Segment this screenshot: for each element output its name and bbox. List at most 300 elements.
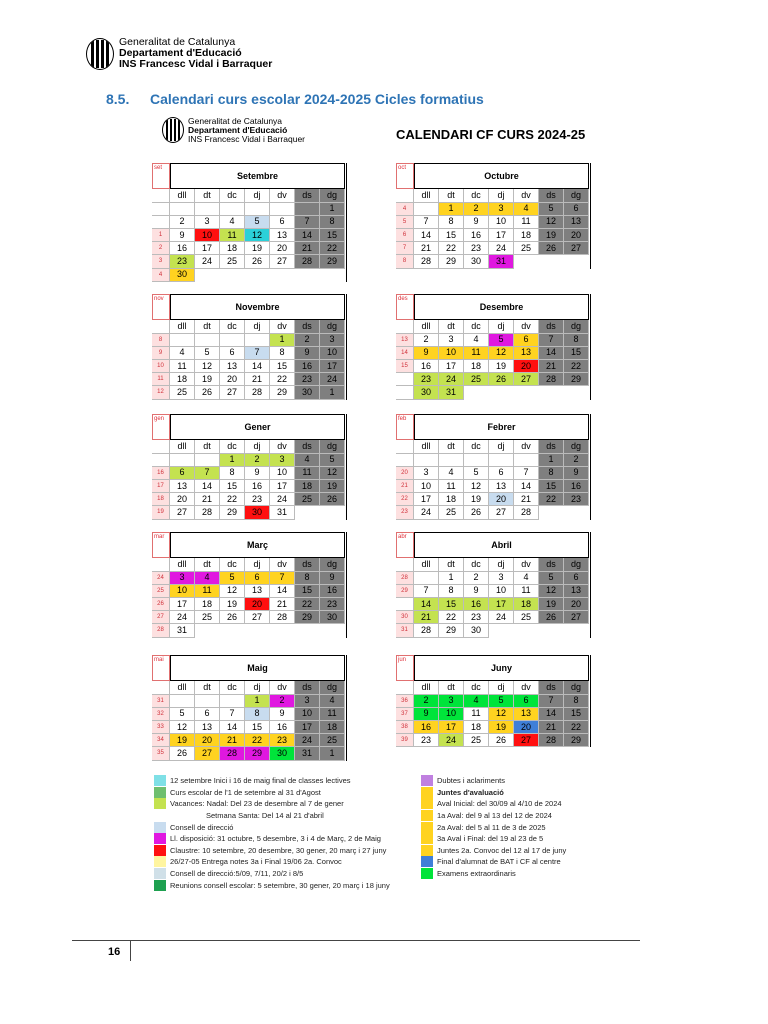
day-cell: 30 [270, 747, 295, 760]
week-spacer [396, 558, 414, 571]
month-abbr: mai [152, 655, 170, 681]
day-cell: 24 [439, 373, 464, 386]
day-cell: 13 [220, 360, 245, 373]
day-header: dj [489, 558, 514, 571]
day-cell: 11 [195, 585, 220, 598]
day-cell: 14 [514, 480, 539, 493]
week-number: 10 [152, 360, 170, 373]
day-cell: 15 [439, 229, 464, 242]
day-cell: 24 [320, 373, 345, 386]
day-cell: 1 [320, 203, 345, 216]
week-number: 34 [152, 734, 170, 747]
day-cell: 19 [195, 373, 220, 386]
day-cell [489, 624, 514, 637]
day-header: ds [295, 440, 320, 453]
day-cell: 26 [220, 611, 245, 624]
day-cell: 12 [320, 467, 345, 480]
day-header: dj [245, 189, 270, 202]
day-cell: 8 [564, 695, 589, 708]
calendar-title: CALENDARI CF CURS 2024-25 [396, 127, 586, 142]
day-header: dc [220, 440, 245, 453]
day-cell: 5 [539, 572, 564, 585]
week-number [396, 373, 414, 386]
legend-text: Reunions consell escolar: 5 setembre, 30 gener, 20 març i 18 juny [170, 880, 390, 890]
day-header: dj [245, 440, 270, 453]
day-cell: 21 [270, 598, 295, 611]
day-cell: 12 [489, 347, 514, 360]
day-cell: 17 [195, 242, 220, 255]
day-cell: 5 [195, 347, 220, 360]
day-cell: 26 [195, 386, 220, 399]
day-cell: 10 [195, 229, 220, 242]
day-header: dj [489, 681, 514, 694]
day-cell: 18 [514, 598, 539, 611]
day-cell [220, 269, 245, 282]
legend-swatch [421, 845, 433, 856]
day-cell: 11 [320, 708, 345, 721]
day-cell: 25 [464, 373, 489, 386]
day-cell: 18 [464, 360, 489, 373]
day-cell: 7 [414, 216, 439, 229]
day-cell: 31 [439, 386, 464, 399]
week-number: 32 [152, 708, 170, 721]
day-cell: 30 [170, 269, 195, 282]
day-cell: 2 [464, 203, 489, 216]
day-header: dg [320, 189, 345, 202]
day-cell: 19 [170, 734, 195, 747]
day-cell: 7 [220, 708, 245, 721]
day-header: dg [320, 681, 345, 694]
day-cell: 28 [539, 734, 564, 747]
day-header: dg [564, 189, 589, 202]
week-number: 20 [396, 467, 414, 480]
day-cell: 6 [564, 572, 589, 585]
day-cell: 23 [295, 373, 320, 386]
day-header: ds [295, 189, 320, 202]
day-cell: 27 [564, 611, 589, 624]
day-cell: 25 [220, 255, 245, 268]
cal-header-line1: Generalitat de Catalunya [188, 116, 283, 126]
month-name: Desembre [414, 294, 589, 320]
day-cell: 25 [295, 493, 320, 506]
legend-item [154, 821, 414, 833]
day-cell: 25 [195, 611, 220, 624]
day-cell [295, 203, 320, 216]
legend-item [154, 787, 414, 799]
day-cell: 19 [489, 721, 514, 734]
legend-text: Aval Inicial: del 30/09 al 4/10 de 2024 [437, 799, 562, 809]
week-number: 29 [396, 585, 414, 598]
day-header: dg [564, 320, 589, 333]
day-cell: 28 [295, 255, 320, 268]
legend-item [154, 845, 414, 857]
footer-divider [72, 940, 640, 941]
day-header: dll [414, 440, 439, 453]
day-header: dll [170, 440, 195, 453]
day-cell: 14 [195, 480, 220, 493]
day-cell: 25 [514, 242, 539, 255]
month-table [152, 532, 347, 638]
day-header: dll [414, 189, 439, 202]
day-cell: 15 [245, 721, 270, 734]
day-cell: 17 [439, 360, 464, 373]
month-table [396, 294, 591, 400]
day-cell [270, 203, 295, 216]
day-cell: 9 [464, 216, 489, 229]
day-cell: 18 [170, 373, 195, 386]
day-header: dc [220, 320, 245, 333]
day-cell [514, 255, 539, 268]
month-4 [152, 414, 347, 520]
day-cell: 3 [489, 203, 514, 216]
day-cell [539, 624, 564, 637]
day-cell [170, 203, 195, 216]
day-cell: 22 [295, 598, 320, 611]
legend-text: Dubtes i aclariments [437, 776, 505, 786]
day-header: dg [320, 558, 345, 571]
day-header: dll [170, 558, 195, 571]
day-cell: 9 [564, 467, 589, 480]
day-header: dt [439, 320, 464, 333]
day-cell: 21 [195, 493, 220, 506]
day-cell [439, 454, 464, 467]
day-cell: 20 [270, 242, 295, 255]
day-cell: 25 [464, 734, 489, 747]
day-header: dv [270, 440, 295, 453]
day-cell: 12 [489, 708, 514, 721]
day-cell: 31 [295, 747, 320, 760]
day-cell: 1 [220, 454, 245, 467]
legend-right [421, 775, 601, 879]
week-number: 37 [396, 708, 414, 721]
legend-swatch [154, 775, 166, 786]
day-cell: 27 [245, 611, 270, 624]
day-header: dll [414, 681, 439, 694]
week-number: 12 [152, 386, 170, 399]
day-cell: 24 [489, 611, 514, 624]
day-header: dt [195, 440, 220, 453]
day-cell: 13 [514, 708, 539, 721]
day-cell: 15 [220, 480, 245, 493]
week-spacer [396, 320, 414, 333]
day-cell: 16 [245, 480, 270, 493]
day-cell: 7 [245, 347, 270, 360]
day-cell: 10 [489, 216, 514, 229]
week-number: 6 [396, 229, 414, 242]
week-number: 31 [396, 624, 414, 637]
day-cell: 29 [295, 611, 320, 624]
day-cell: 19 [489, 360, 514, 373]
day-cell: 28 [414, 255, 439, 268]
day-cell [514, 454, 539, 467]
day-cell: 21 [514, 493, 539, 506]
day-cell: 19 [320, 480, 345, 493]
week-spacer [152, 558, 170, 571]
day-cell: 20 [564, 229, 589, 242]
day-cell: 20 [170, 493, 195, 506]
day-cell: 7 [270, 572, 295, 585]
legend-text: Consell de direcció:5/09, 7/11, 20/2 i 8/5 [170, 869, 304, 879]
day-cell: 2 [270, 695, 295, 708]
day-cell: 19 [539, 598, 564, 611]
month-9 [396, 655, 591, 747]
week-number [152, 203, 170, 216]
legend-item [154, 879, 414, 891]
legend-swatch [421, 822, 433, 833]
day-cell: 14 [220, 721, 245, 734]
day-cell: 6 [564, 203, 589, 216]
legend-item [421, 833, 601, 845]
day-cell [414, 572, 439, 585]
day-cell: 24 [414, 506, 439, 519]
day-cell: 4 [320, 695, 345, 708]
day-header: ds [539, 558, 564, 571]
day-header: dj [489, 440, 514, 453]
day-header: dc [464, 320, 489, 333]
day-cell: 9 [295, 347, 320, 360]
day-cell: 21 [539, 721, 564, 734]
day-cell: 24 [170, 611, 195, 624]
day-cell: 8 [539, 467, 564, 480]
day-cell: 21 [414, 242, 439, 255]
day-cell [195, 334, 220, 347]
day-cell: 2 [245, 454, 270, 467]
week-number: 11 [152, 373, 170, 386]
day-cell: 15 [270, 360, 295, 373]
week-spacer [152, 440, 170, 453]
week-number: 5 [396, 216, 414, 229]
week-spacer [152, 681, 170, 694]
legend-item [154, 833, 414, 845]
day-cell: 2 [170, 216, 195, 229]
day-cell: 26 [489, 734, 514, 747]
day-cell: 16 [464, 229, 489, 242]
day-cell: 11 [514, 585, 539, 598]
day-header: dg [320, 320, 345, 333]
day-cell [564, 386, 589, 399]
legend-swatch [154, 787, 166, 798]
day-cell: 4 [464, 334, 489, 347]
legend-item [421, 787, 601, 799]
day-cell: 25 [170, 386, 195, 399]
month-name: Setembre [170, 163, 345, 189]
cal-header-line3: INS Francesc Vidal i Barraquer [188, 133, 306, 144]
week-number: 15 [396, 360, 414, 373]
day-cell [539, 506, 564, 519]
day-cell: 20 [514, 721, 539, 734]
day-cell: 29 [439, 624, 464, 637]
day-cell: 4 [514, 572, 539, 585]
legend-item [154, 810, 414, 822]
legend-item [421, 798, 601, 810]
month-6 [152, 532, 347, 638]
legend-item [421, 868, 601, 880]
day-cell: 18 [295, 480, 320, 493]
day-cell: 11 [514, 216, 539, 229]
day-cell: 24 [489, 242, 514, 255]
day-cell [539, 255, 564, 268]
month-7 [396, 532, 591, 638]
week-number [396, 386, 414, 399]
month-5 [396, 414, 591, 520]
day-header: dt [195, 681, 220, 694]
day-cell: 6 [514, 695, 539, 708]
day-cell: 2 [414, 334, 439, 347]
day-cell: 27 [170, 506, 195, 519]
day-cell: 19 [220, 598, 245, 611]
day-cell: 8 [245, 708, 270, 721]
day-cell [245, 334, 270, 347]
day-cell: 10 [170, 585, 195, 598]
day-cell: 30 [245, 506, 270, 519]
day-cell [170, 334, 195, 347]
day-header: ds [539, 440, 564, 453]
day-cell [320, 269, 345, 282]
week-number: 30 [396, 611, 414, 624]
day-cell: 7 [539, 695, 564, 708]
day-cell: 22 [270, 373, 295, 386]
legend-swatch [421, 775, 433, 786]
day-cell: 13 [489, 480, 514, 493]
month-table [152, 655, 347, 761]
day-cell [295, 269, 320, 282]
day-cell: 5 [539, 203, 564, 216]
day-cell: 21 [539, 360, 564, 373]
week-number: 24 [152, 572, 170, 585]
day-cell [245, 203, 270, 216]
week-number: 38 [396, 721, 414, 734]
month-table [152, 414, 347, 520]
week-number: 1 [152, 229, 170, 242]
day-header: ds [295, 320, 320, 333]
day-cell: 24 [295, 734, 320, 747]
day-header: ds [295, 558, 320, 571]
week-number: 39 [396, 734, 414, 747]
day-cell: 4 [295, 454, 320, 467]
week-number: 36 [396, 695, 414, 708]
day-cell: 19 [464, 493, 489, 506]
day-header: dc [464, 681, 489, 694]
day-cell: 3 [489, 572, 514, 585]
legend-swatch [154, 798, 166, 809]
day-cell: 29 [270, 386, 295, 399]
day-cell [489, 454, 514, 467]
day-cell [320, 624, 345, 637]
day-cell [295, 624, 320, 637]
legend-item [154, 775, 414, 787]
day-cell: 6 [195, 708, 220, 721]
day-cell: 1 [539, 454, 564, 467]
day-header: dt [195, 189, 220, 202]
month-name: Novembre [170, 294, 345, 320]
day-header: dv [514, 320, 539, 333]
day-header: dt [439, 681, 464, 694]
day-cell: 23 [320, 598, 345, 611]
day-cell: 20 [514, 360, 539, 373]
legend-item [421, 856, 601, 868]
day-header: dg [564, 558, 589, 571]
day-cell: 10 [439, 708, 464, 721]
week-spacer [396, 440, 414, 453]
day-cell: 28 [414, 624, 439, 637]
day-cell: 1 [439, 572, 464, 585]
week-number: 31 [152, 695, 170, 708]
day-cell [245, 624, 270, 637]
day-header: dv [514, 681, 539, 694]
day-cell: 3 [195, 216, 220, 229]
day-cell: 26 [320, 493, 345, 506]
week-number: 35 [152, 747, 170, 760]
day-cell: 6 [170, 467, 195, 480]
legend-text: 2a Aval: del 5 al 11 de 3 de 2025 [437, 822, 546, 832]
legend-item [421, 810, 601, 822]
legend-swatch [154, 810, 202, 821]
day-cell: 7 [295, 216, 320, 229]
day-cell: 25 [514, 611, 539, 624]
day-cell: 16 [270, 721, 295, 734]
legend-text: Juntes d'avaluació [437, 787, 504, 797]
day-cell: 3 [439, 695, 464, 708]
day-header: ds [295, 681, 320, 694]
day-cell: 22 [245, 734, 270, 747]
day-cell: 16 [320, 585, 345, 598]
day-cell: 31 [270, 506, 295, 519]
day-cell [489, 386, 514, 399]
day-header: dt [439, 558, 464, 571]
legend-swatch [421, 798, 433, 809]
page-header [86, 37, 272, 70]
month-name: Maig [170, 655, 345, 681]
day-cell: 30 [414, 386, 439, 399]
day-cell: 27 [270, 255, 295, 268]
day-header: dj [245, 681, 270, 694]
day-header: dc [220, 558, 245, 571]
day-cell: 5 [464, 467, 489, 480]
week-spacer [152, 189, 170, 202]
day-cell: 24 [195, 255, 220, 268]
day-cell: 13 [564, 585, 589, 598]
day-header: dll [170, 189, 195, 202]
day-cell: 16 [170, 242, 195, 255]
day-cell: 27 [489, 506, 514, 519]
day-cell: 16 [295, 360, 320, 373]
day-cell: 10 [489, 585, 514, 598]
day-cell: 18 [320, 721, 345, 734]
month-2 [152, 294, 347, 400]
day-cell: 23 [245, 493, 270, 506]
month-table [152, 163, 347, 282]
day-cell [320, 506, 345, 519]
day-cell: 22 [539, 493, 564, 506]
day-cell [539, 386, 564, 399]
day-cell: 4 [464, 695, 489, 708]
day-cell: 30 [320, 611, 345, 624]
section-number: 8.5. [106, 91, 130, 107]
day-cell [195, 695, 220, 708]
legend-swatch [154, 868, 166, 879]
week-spacer [152, 320, 170, 333]
week-number: 33 [152, 721, 170, 734]
day-cell: 26 [539, 242, 564, 255]
day-cell: 9 [464, 585, 489, 598]
day-header: dc [220, 189, 245, 202]
legend-item [154, 798, 414, 810]
day-cell: 11 [220, 229, 245, 242]
day-cell: 15 [564, 347, 589, 360]
day-cell: 30 [295, 386, 320, 399]
day-cell: 14 [414, 229, 439, 242]
week-number [152, 216, 170, 229]
